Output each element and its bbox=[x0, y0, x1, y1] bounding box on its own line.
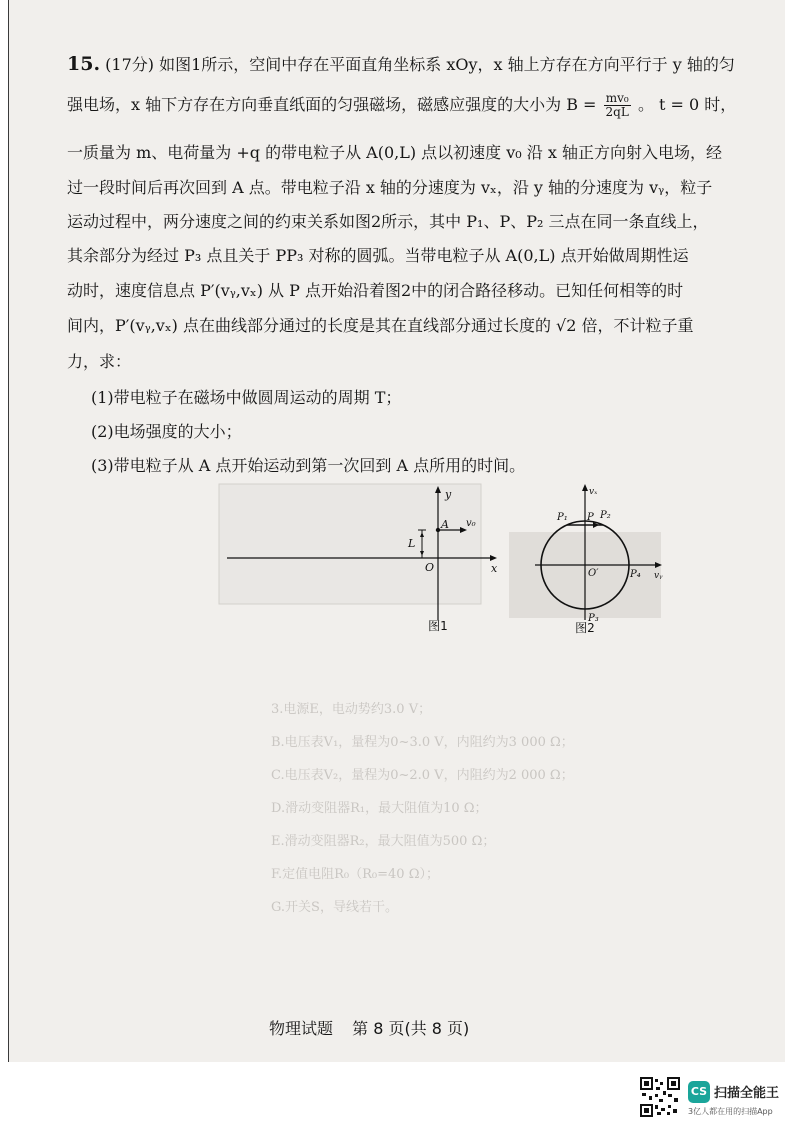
footer-page-number: 第 8 页(共 8 页) bbox=[352, 1019, 470, 1038]
ghost-line-1: 3.电源E，电动势约3.0 V； bbox=[271, 702, 432, 717]
figure-1 bbox=[209, 482, 499, 632]
fig2-label-p2: P₂ bbox=[600, 510, 611, 521]
fig2-label-o: O′ bbox=[588, 568, 599, 579]
exam-page bbox=[8, 0, 785, 1062]
fig2-label-vy: vᵧ bbox=[654, 571, 663, 581]
scanner-badge bbox=[640, 1077, 792, 1121]
sub-question-2: (2)电场强度的大小； bbox=[91, 422, 242, 441]
question-text-1: 如图1所示，空间中存在平面直角坐标系 xOy，x 轴上方存在方向平行于 y 轴的匀 bbox=[159, 55, 735, 74]
figure-1-bg bbox=[219, 484, 481, 604]
question-line-4: 过一段时间后再次回到 A 点。带电粒子沿 x 轴的分速度为 vₓ，沿 y 轴的分速度为 vᵧ，粒子 bbox=[67, 178, 713, 197]
page-footer bbox=[269, 1016, 483, 1039]
question-line-8: 间内，P′(vᵧ,vₓ) 点在曲线部分通过的长度是其在直线部分通过长度的 √2 倍，不计粒子重 bbox=[67, 316, 694, 335]
x-axis-arrow-icon bbox=[490, 555, 497, 561]
question-line-2: 强电场，x 轴下方存在方向垂直纸面的匀强磁场，磁感应强度的大小为 B = $\frac{\text{mv₀}}{2qL}$ 。 t = 0 时， bbox=[67, 91, 737, 119]
scanner-app-tagline: 3亿人都在用的扫描App bbox=[688, 1107, 773, 1116]
fig2-label-p3: P₃ bbox=[588, 613, 599, 624]
fig1-label-x: x bbox=[491, 562, 498, 575]
ghost-line-4: D.滑动变阻器R₁，最大阻值为10 Ω； bbox=[271, 801, 488, 816]
fig2-label-vx: vₓ bbox=[589, 487, 598, 497]
footer-subject: 物理试题 bbox=[269, 1019, 334, 1038]
question-line-3: 一质量为 m、电荷量为 +q 的带电粒子从 A(0,L) 点以初速度 v₀ 沿 x 轴正方向射入电场，经 bbox=[67, 143, 723, 162]
fig1-label-v0: v₀ bbox=[466, 518, 476, 529]
fig2-label-p1: P₁ bbox=[557, 512, 568, 523]
scanner-app-name: 扫描全能王 bbox=[714, 1086, 780, 1101]
vx-axis-arrow-icon bbox=[582, 484, 588, 491]
ghost-line-7: G.开关S，导线若干。 bbox=[271, 900, 398, 915]
qr-code-icon bbox=[640, 1077, 680, 1117]
ghost-line-3: C.电压表V₂，量程为0~2.0 V，内阻约为2 000 Ω； bbox=[271, 768, 574, 783]
question-line-1 bbox=[67, 53, 735, 75]
fig1-label-l: L bbox=[408, 537, 416, 550]
question-points: (17分) bbox=[105, 55, 155, 74]
question-line-9: 力，求： bbox=[67, 352, 132, 371]
fig1-label-a: A bbox=[441, 518, 449, 531]
fig2-label-p: P bbox=[587, 512, 594, 523]
question-line-5: 运动过程中，两分速度之间的约束关系如图2所示，其中 P₁、P、P₂ 三点在同一条直线上， bbox=[67, 212, 709, 231]
question-line-7: 动时，速度信息点 P′(vᵧ,vₓ) 从 P 点开始沿着图2中的闭合路径移动。已知任何相等的时 bbox=[67, 281, 684, 300]
sub-question-1: (1)带电粒子在磁场中做圆周运动的周期 T； bbox=[91, 388, 402, 407]
fig2-label-p4: P₄ bbox=[630, 569, 641, 580]
ghost-line-5: E.滑动变阻器R₂，最大阻值为500 Ω； bbox=[271, 834, 496, 849]
fig1-label-o: O bbox=[425, 561, 435, 574]
question-line-6: 其余部分为经过 P₃ 点且关于 PP₃ 对称的圆弧。当带电粒子从 A(0,L) 点开始做周期性运 bbox=[67, 246, 689, 265]
fig1-label-y: y bbox=[445, 488, 452, 501]
ghost-line-2: B.电压表V₁，量程为0~3.0 V，内阻约为3 000 Ω； bbox=[271, 735, 574, 750]
ghost-line-6: F.定值电阻R₀（R₀=40 Ω）； bbox=[271, 867, 439, 882]
sub-question-3: (3)带电粒子从 A 点开始运动到第一次回到 A 点所用的时间。 bbox=[91, 456, 526, 475]
figure-2 bbox=[499, 480, 669, 635]
b-formula: $\frac{\text{mv₀}}{2qL}$ bbox=[605, 91, 629, 119]
question-number: 15. bbox=[67, 53, 101, 75]
figure-2-caption: 图2 bbox=[575, 621, 595, 635]
cs-logo-icon: CS bbox=[688, 1081, 710, 1103]
figure-1-caption: 图1 bbox=[428, 619, 448, 632]
